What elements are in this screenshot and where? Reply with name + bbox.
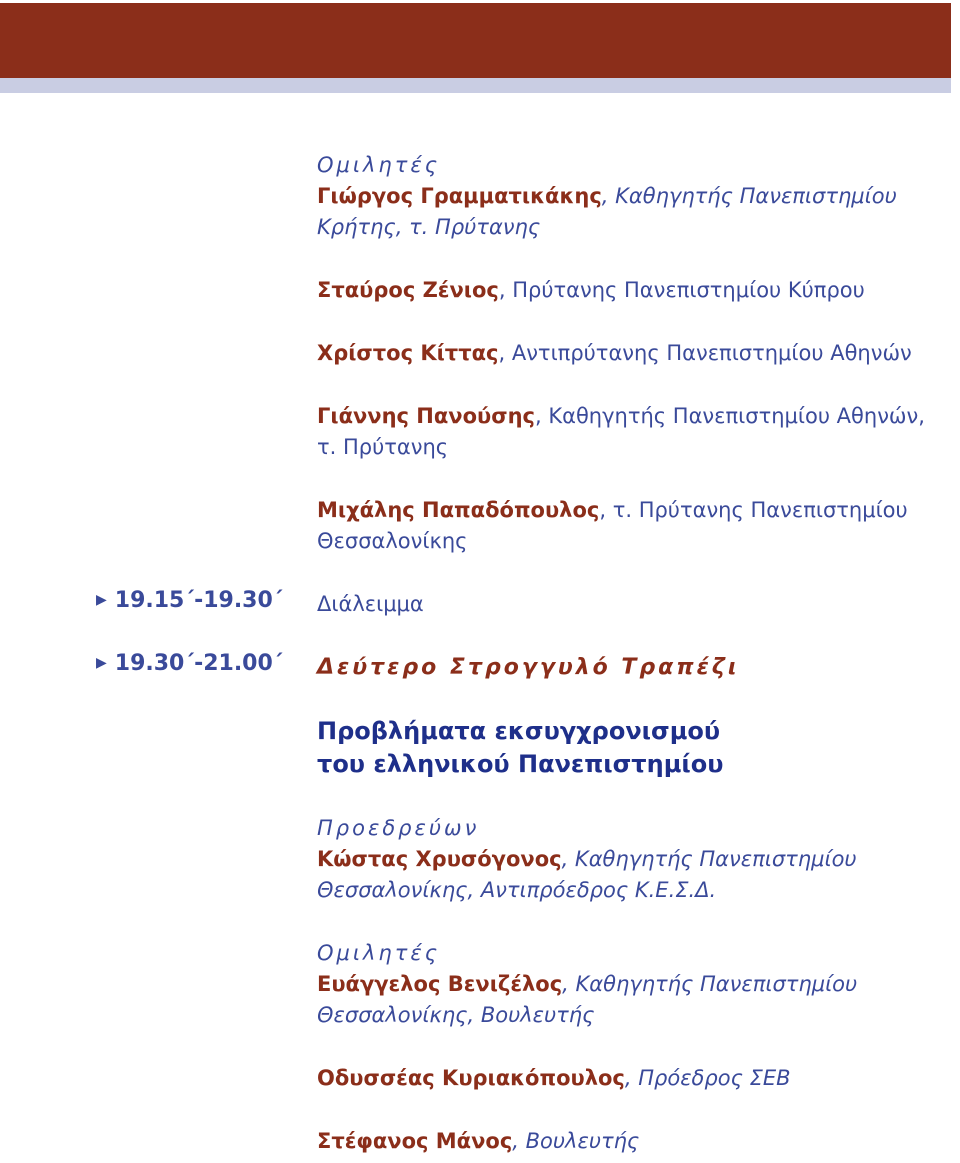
program-content (317, 150, 947, 1157)
time-slot-break (96, 588, 306, 613)
speaker-entry (317, 969, 947, 1031)
speaker-entry (317, 401, 947, 463)
speaker-role: , Αντιπρύτανης Πανεπιστημίου Αθηνών (498, 341, 912, 365)
speaker-name: Στέφανος Μάνος (317, 1129, 513, 1153)
speaker-name: Γιάννης Πανούσης (317, 404, 535, 428)
speaker-name: Οδυσσέας Κυριακόπουλος (317, 1066, 625, 1090)
arrow-right-icon: ▶ (96, 592, 107, 608)
speaker-entry (317, 338, 947, 369)
speaker-entry (317, 1126, 947, 1157)
speaker-entry (317, 1063, 947, 1094)
panel-title-line2: του ελληνικού Πανεπιστημίου (317, 750, 724, 778)
speaker-entry (317, 181, 947, 243)
chair-role: , Καθηγητής Πανεπιστημίου Θεσσαλονίκης, Αντιπρόεδρος Κ.Ε.Σ.Δ. (317, 847, 857, 902)
speaker-entry (317, 495, 947, 557)
speaker-name: Χρίστος Κίττας (317, 341, 499, 365)
speaker-role: , Πρόεδρος ΣΕΒ (624, 1066, 791, 1090)
time-slot-break-label: 19.15΄-19.30΄ (114, 588, 283, 613)
speakers-label: Ομιλητές (317, 941, 441, 965)
speaker-name: Γιώργος Γραμματικάκης (317, 184, 602, 208)
chair-entry (317, 844, 947, 906)
speaker-role: , τ. Πρύτανης Πανεπιστημίου Θεσσαλονίκης (317, 498, 908, 553)
speaker-name: Ευάγγελος Βενιζέλος (317, 972, 563, 996)
chair-label: Προεδρεύων (317, 816, 480, 840)
speaker-name: Σταύρος Ζένιος (317, 278, 499, 302)
speaker-role: , Πρύτανης Πανεπιστημίου Κύπρου (498, 278, 865, 302)
chair-name: Κώστας Χρυσόγονος (317, 847, 562, 871)
time-slot-session-label: 19.30΄-21.00΄ (114, 651, 283, 676)
panel-title-line1: Προβλήματα εκσυγχρονισμού (317, 717, 721, 745)
speakers-label: Ομιλητές (317, 153, 441, 177)
header-sub-band (0, 78, 951, 93)
speaker-entry (317, 275, 947, 306)
time-slot-session (96, 651, 306, 676)
speaker-role: , Βουλευτής (512, 1129, 640, 1153)
speaker-role: , Καθηγητής Πανεπιστημίου Αθηνών, τ. Πρύτανης (317, 404, 925, 459)
break-label: Διάλειμμα (317, 592, 424, 616)
speaker-role: , Καθηγητής Πανεπιστημίου Θεσσαλονίκης, Βουλευτής (317, 972, 858, 1027)
speaker-name: Μιχάλης Παπαδόπουλος (317, 498, 600, 522)
speaker-role: , Καθηγητής Πανεπιστημίου Κρήτης, τ. Πρύτανης (317, 184, 897, 239)
header-band (0, 3, 951, 78)
session-title: Δεύτερο Στρογγυλό Τραπέζι (317, 655, 740, 680)
arrow-right-icon: ▶ (96, 655, 107, 671)
